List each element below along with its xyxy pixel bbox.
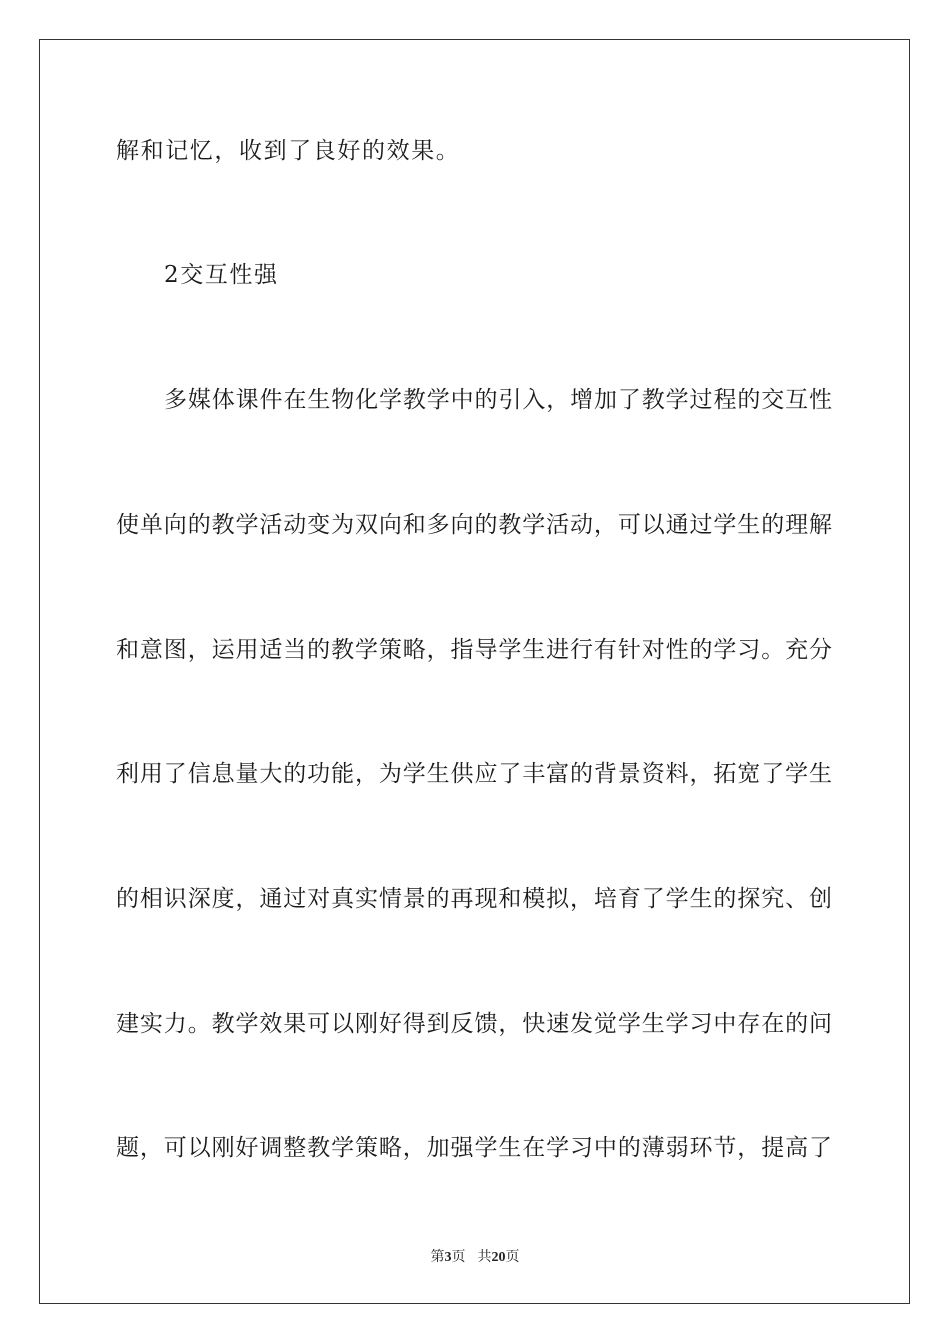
paragraph-line-7: 建实力。教学效果可以刚好得到反馈，快速发觉学生学习中存在的问: [116, 1011, 832, 1037]
section-heading: 2交互性强: [164, 262, 279, 288]
page-prefix: 第: [430, 1250, 445, 1265]
page-footer: [0, 1249, 950, 1267]
paragraph-line-2: 多媒体课件在生物化学教学中的引入，增加了教学过程的交互性: [164, 387, 832, 413]
paragraph-line-1: 解和记忆，收到了良好的效果。: [116, 138, 461, 164]
total-prefix: 共: [477, 1250, 492, 1265]
page-suffix: 页: [451, 1250, 466, 1265]
paragraph-line-4: 和意图，运用适当的教学策略，指导学生进行有针对性的学习。充分: [116, 637, 832, 663]
paragraph-line-8: 题，可以刚好调整教学策略，加强学生在学习中的薄弱环节，提高了: [116, 1135, 832, 1161]
page-number: 3: [444, 1250, 452, 1265]
page-border: [39, 39, 910, 1304]
paragraph-line-3: 使单向的教学活动变为双向和多向的教学活动，可以通过学生的理解: [116, 512, 832, 538]
paragraph-line-6: 的相识深度，通过对真实情景的再现和模拟，培育了学生的探究、创: [116, 886, 832, 912]
total-pages: 20: [491, 1250, 506, 1265]
total-suffix: 页: [505, 1250, 520, 1265]
paragraph-line-5: 利用了信息量大的功能，为学生供应了丰富的背景资料，拓宽了学生: [116, 761, 832, 787]
